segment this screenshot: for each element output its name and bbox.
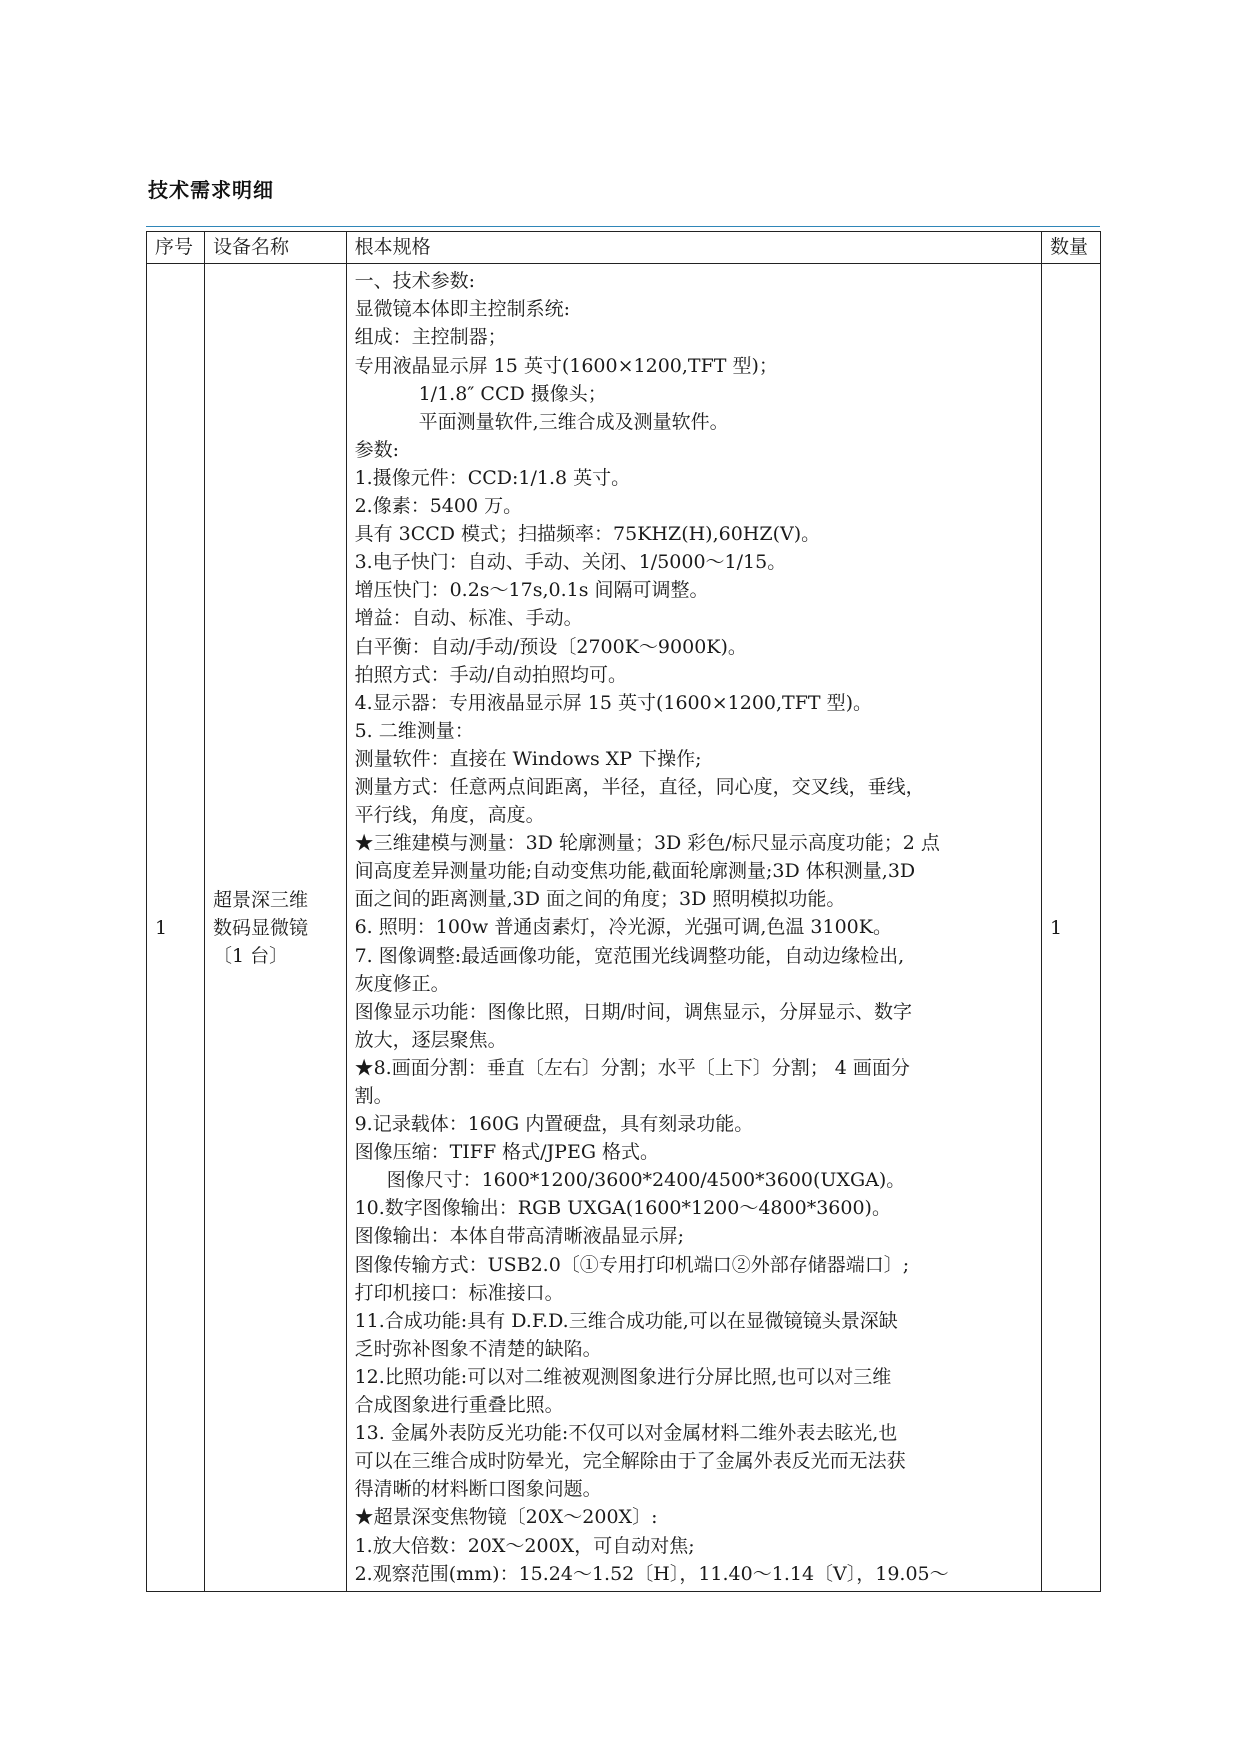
header-qty: 数量 [1041, 232, 1100, 264]
spec-line: 白平衡：自动/手动/预设〔2700K～9000K)。 [354, 635, 747, 658]
spec-line: 图像输出：本体自带高清晰液晶显示屏; [354, 1225, 684, 1248]
spec-line: 9.记录载体：160G 内置硬盘，具有刻录功能。 [354, 1113, 754, 1136]
spec-line: 图像传输方式：USB2.0〔①专用打印机端口②外部存储器端口〕; [354, 1253, 910, 1276]
header-no: 序号 [147, 232, 205, 264]
spec-line: 可以在三维合成时防晕光，完全解除由于了金属外表反光而无法获 [354, 1450, 906, 1473]
spec-line: 增压快门：0.2s～17s,0.1s 间隔可调整。 [354, 579, 709, 602]
spec-line: 乏时弥补图象不清楚的缺陷。 [354, 1337, 602, 1360]
spec-line: 割。 [354, 1085, 393, 1108]
spec-line: ★三维建模与测量：3D 轮廓测量；3D 彩色/标尺显示高度功能；2 点 [354, 832, 940, 855]
spec-line: 1.摄像元件：CCD:1/1.8 英寸。 [354, 466, 631, 489]
spec-line: 平行线，角度，高度。 [354, 804, 545, 827]
table-row [147, 264, 1101, 1592]
spec-line: ★超景深变焦物镜〔20X～200X〕: [354, 1506, 658, 1529]
spec-line: 图像显示功能：图像比照，日期/时间，调焦显示，分屏显示、数字 [354, 1000, 912, 1023]
spec-line: 组成：主控制器； [354, 326, 507, 349]
spec-line: 放大，逐层聚焦。 [354, 1028, 507, 1051]
spec-line: 打印机接口：标准接口。 [354, 1281, 564, 1304]
spec-line: 专用液晶显示屏 15 英寸(1600×1200,TFT 型)； [354, 354, 778, 377]
device-name-line: 超景深三维 [212, 888, 308, 911]
spec-line: 拍照方式：手动/自动拍照均可。 [354, 663, 627, 686]
spec-line: 11.合成功能:具有 D.F.D.三维合成功能,可以在显微镜镜头景深缺 [354, 1309, 898, 1332]
table-header-row [147, 232, 1101, 264]
header-name: 设备名称 [204, 232, 346, 264]
spec-line: 3.电子快门：自动、手动、关闭、1/5000～1/15。 [354, 551, 787, 574]
spec-line: 间高度差异测量功能;自动变焦功能,截面轮廓测量;3D 体积测量,3D [354, 860, 916, 883]
spec-line: 5. 二维测量： [354, 719, 474, 742]
spec-line: 6. 照明：100w 普通卤素灯，冷光源，光强可调,色温 3100K。 [354, 916, 892, 939]
spec-line: 测量方式：任意两点间距离，半径，直径，同心度，交叉线，垂线， [354, 775, 925, 798]
spec-line: 测量软件：直接在 Windows XP 下操作; [354, 747, 702, 770]
spec-line: 得清晰的材料断口图象问题。 [354, 1478, 602, 1501]
spec-line: 平面测量软件,三维合成及测量软件。 [418, 410, 729, 433]
row-quantity: 1 [1041, 264, 1100, 1592]
row-device-name [204, 264, 346, 1592]
spec-line: 增益：自动、标准、手动。 [354, 607, 583, 630]
spec-line: 参数: [354, 438, 399, 461]
spec-line: 一、技术参数: [354, 270, 475, 293]
spec-line: 面之间的距离测量,3D 面之间的角度；3D 照明模拟功能。 [354, 888, 846, 911]
device-name-line: 数码显微镜 [212, 916, 308, 939]
spec-line: 合成图象进行重叠比照。 [354, 1394, 564, 1417]
spec-line: 灰度修正。 [354, 972, 450, 995]
header-spec: 根本规格 [346, 232, 1041, 264]
spec-line: 图像压缩：TIFF 格式/JPEG 格式。 [354, 1141, 660, 1164]
device-name-line: 〔1 台〕 [212, 944, 289, 967]
spec-line: 13. 金属外表防反光功能:不仅可以对金属材料二维外表去眩光,也 [354, 1422, 898, 1445]
spec-line: 10.数字图像输出：RGB UXGA(1600*1200～4800*3600)。 [354, 1197, 891, 1220]
spec-line: 4.显示器：专用液晶显示屏 15 英寸(1600×1200,TFT 型)。 [354, 691, 873, 714]
spec-line: 7. 图像调整:最适画像功能，宽范围光线调整功能，自动边缘检出, [354, 944, 905, 967]
spec-line: 2.像素：5400 万。 [354, 495, 523, 518]
row-spec [346, 264, 1041, 1592]
row-no: 1 [147, 264, 205, 1592]
spec-line: 1/1.8″ CCD 摄像头； [418, 382, 607, 405]
spec-table [146, 231, 1101, 1592]
spec-line: 显微镜本体即主控制系统: [354, 298, 570, 321]
spec-line: 图像尺寸：1600*1200/3600*2400/4500*3600(UXGA)。 [386, 1169, 906, 1192]
spec-line: 2.观察范围(mm)：15.24～1.52〔H〕，11.40～1.14〔V〕，19.05～ [354, 1562, 949, 1585]
spec-line: 12.比照功能:可以对二维被观测图象进行分屏比照,也可以对三维 [354, 1365, 892, 1388]
spec-line: 具有 3CCD 模式；扫描频率：75KHZ(H),60HZ(V)。 [354, 523, 821, 546]
title-divider [146, 226, 1100, 227]
spec-line: 1.放大倍数：20X～200X，可自动对焦; [354, 1534, 695, 1557]
page-title: 技术需求明细 [148, 178, 274, 202]
spec-line: ★8.画面分割：垂直〔左右〕分割；水平〔上下〕分割； 4 画面分 [354, 1056, 910, 1079]
